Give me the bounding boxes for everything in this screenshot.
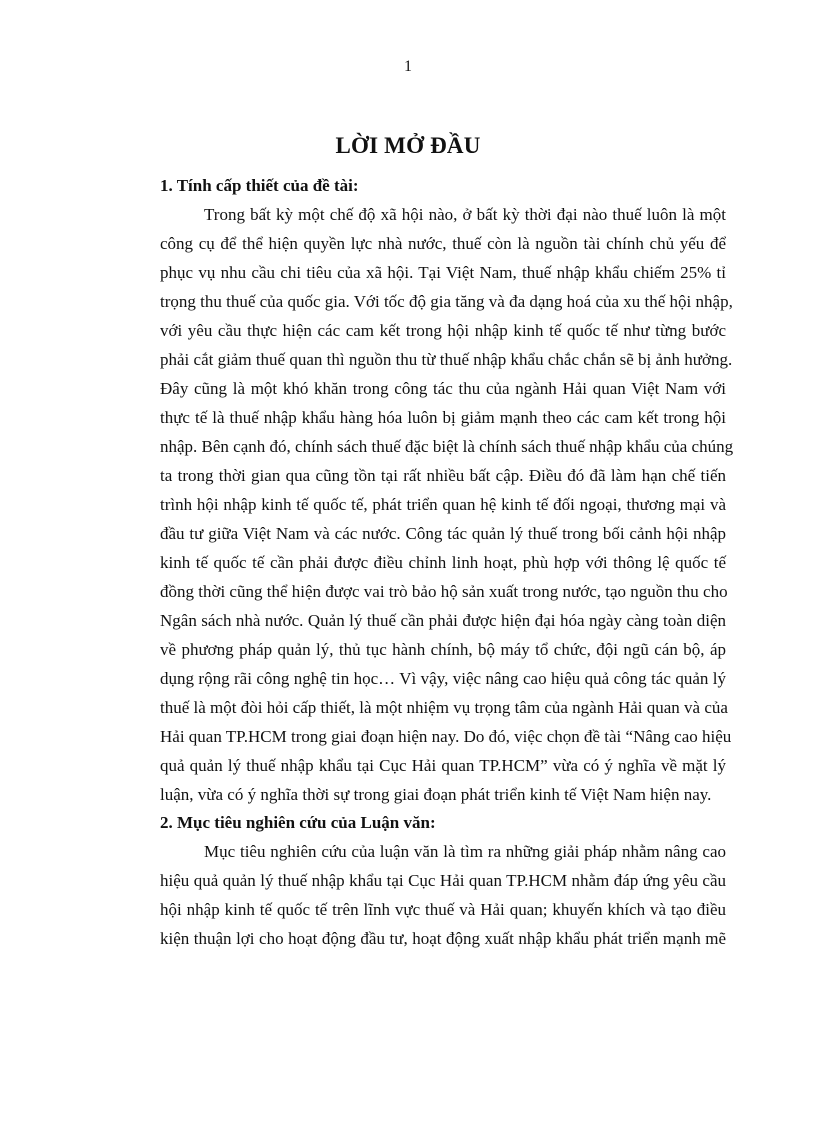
paragraph-line: trình hội nhập kinh tế quốc tế, phát triển quan hệ kinh tế đối ngoại, thương mại và [160, 495, 726, 514]
paragraph-line: Mục tiêu nghiên cứu của luận văn là tìm ra những giải pháp nhằm nâng cao [204, 842, 726, 861]
paragraph-line: quả quản lý thuế nhập khẩu tại Cục Hải quan TP.HCM” vừa có ý nghĩa về mặt lý [160, 756, 726, 775]
paragraph-line: thuế là một đòi hỏi cấp thiết, là một nhiệm vụ trọng tâm của ngành Hải quan và của [160, 698, 728, 717]
paragraph-line: kinh tế quốc tế cần phải được điều chỉnh linh hoạt, phù hợp với thông lệ quốc tế [160, 553, 726, 572]
section-heading-2: 2. Mục tiêu nghiên cứu của Luận văn: [160, 813, 436, 832]
document-body [160, 172, 734, 953]
paragraph-line: dụng rộng rãi công nghệ tin học… Vì vậy, việc nâng cao hiệu quả công tác quản lý [160, 669, 726, 688]
paragraph-line: Hải quan TP.HCM trong giai đoạn hiện nay. Do đó, việc chọn đề tài “Nâng cao hiệu [160, 727, 732, 746]
document-title: LỜI MỞ ĐẦU [335, 133, 481, 158]
paragraph-line: phải cắt giảm thuế quan thì nguồn thu từ thuế nhập khẩu chắc chắn sẽ bị ảnh hưởng. [160, 350, 733, 369]
paragraph-1 [160, 200, 734, 809]
paragraph-line: hội nhập kinh tế quốc tế trên lĩnh vực thuế và Hải quan; khuyến khích và tạo điều [160, 900, 726, 919]
paragraph-line: kiện thuận lợi cho hoạt động đầu tư, hoạt động xuất nhập khẩu phát triển mạnh mẽ [160, 929, 726, 948]
paragraph-line: ta trong thời gian qua cũng tồn tại rất nhiều bất cập. Điều đó đã làm hạn chế tiến [160, 466, 726, 485]
paragraph-line: phục vụ nhu cầu chi tiêu của xã hội. Tại Việt Nam, thuế nhập khẩu chiếm 25% tỉ [160, 263, 726, 282]
paragraph-line: luận, vừa có ý nghĩa thời sự trong giai đoạn phát triển kinh tế Việt Nam hiện nay. [160, 785, 712, 804]
paragraph-line: Ngân sách nhà nước. Quản lý thuế cần phải được hiện đại hóa ngày càng toàn diện [160, 611, 726, 630]
page-number: 1 [404, 58, 412, 75]
paragraph-2 [160, 837, 726, 953]
paragraph-line: công cụ để thể hiện quyền lực nhà nước, thuế còn là nguồn tài chính chủ yếu để [160, 234, 726, 253]
paragraph-line: đồng thời cũng thể hiện được vai trò bảo hộ sản xuất trong nước, tạo nguồn thu cho [160, 582, 728, 601]
paragraph-line: thực tế là thuế nhập khẩu hàng hóa luôn bị giảm mạnh theo các cam kết trong hội [160, 408, 726, 427]
paragraph-line: nhập. Bên cạnh đó, chính sách thuế đặc biệt là chính sách thuế nhập khẩu của chúng [160, 437, 734, 456]
paragraph-line: đầu tư giữa Việt Nam và các nước. Công tác quản lý thuế trong bối cảnh hội nhập [160, 524, 726, 543]
paragraph-line: trọng thu thuế của quốc gia. Với tốc độ gia tăng và đa dạng hoá của xu thế hội nhập, [160, 292, 733, 311]
paragraph-line: với yêu cầu thực hiện các cam kết trong hội nhập kinh tế quốc tế như từng bước [160, 321, 726, 340]
paragraph-line: hiệu quả quản lý thuế nhập khẩu tại Cục Hải quan TP.HCM nhằm đáp ứng yêu cầu [160, 871, 726, 890]
section-heading-1: 1. Tính cấp thiết của đề tài: [160, 176, 359, 195]
paragraph-line: về phương pháp quản lý, thủ tục hành chính, bộ máy tổ chức, đội ngũ cán bộ, áp [160, 640, 726, 659]
paragraph-line: Đây cũng là một khó khăn trong công tác thu của ngành Hải quan Việt Nam với [160, 379, 726, 398]
paragraph-line: Trong bất kỳ một chế độ xã hội nào, ở bất kỳ thời đại nào thuế luôn là một [204, 205, 726, 224]
